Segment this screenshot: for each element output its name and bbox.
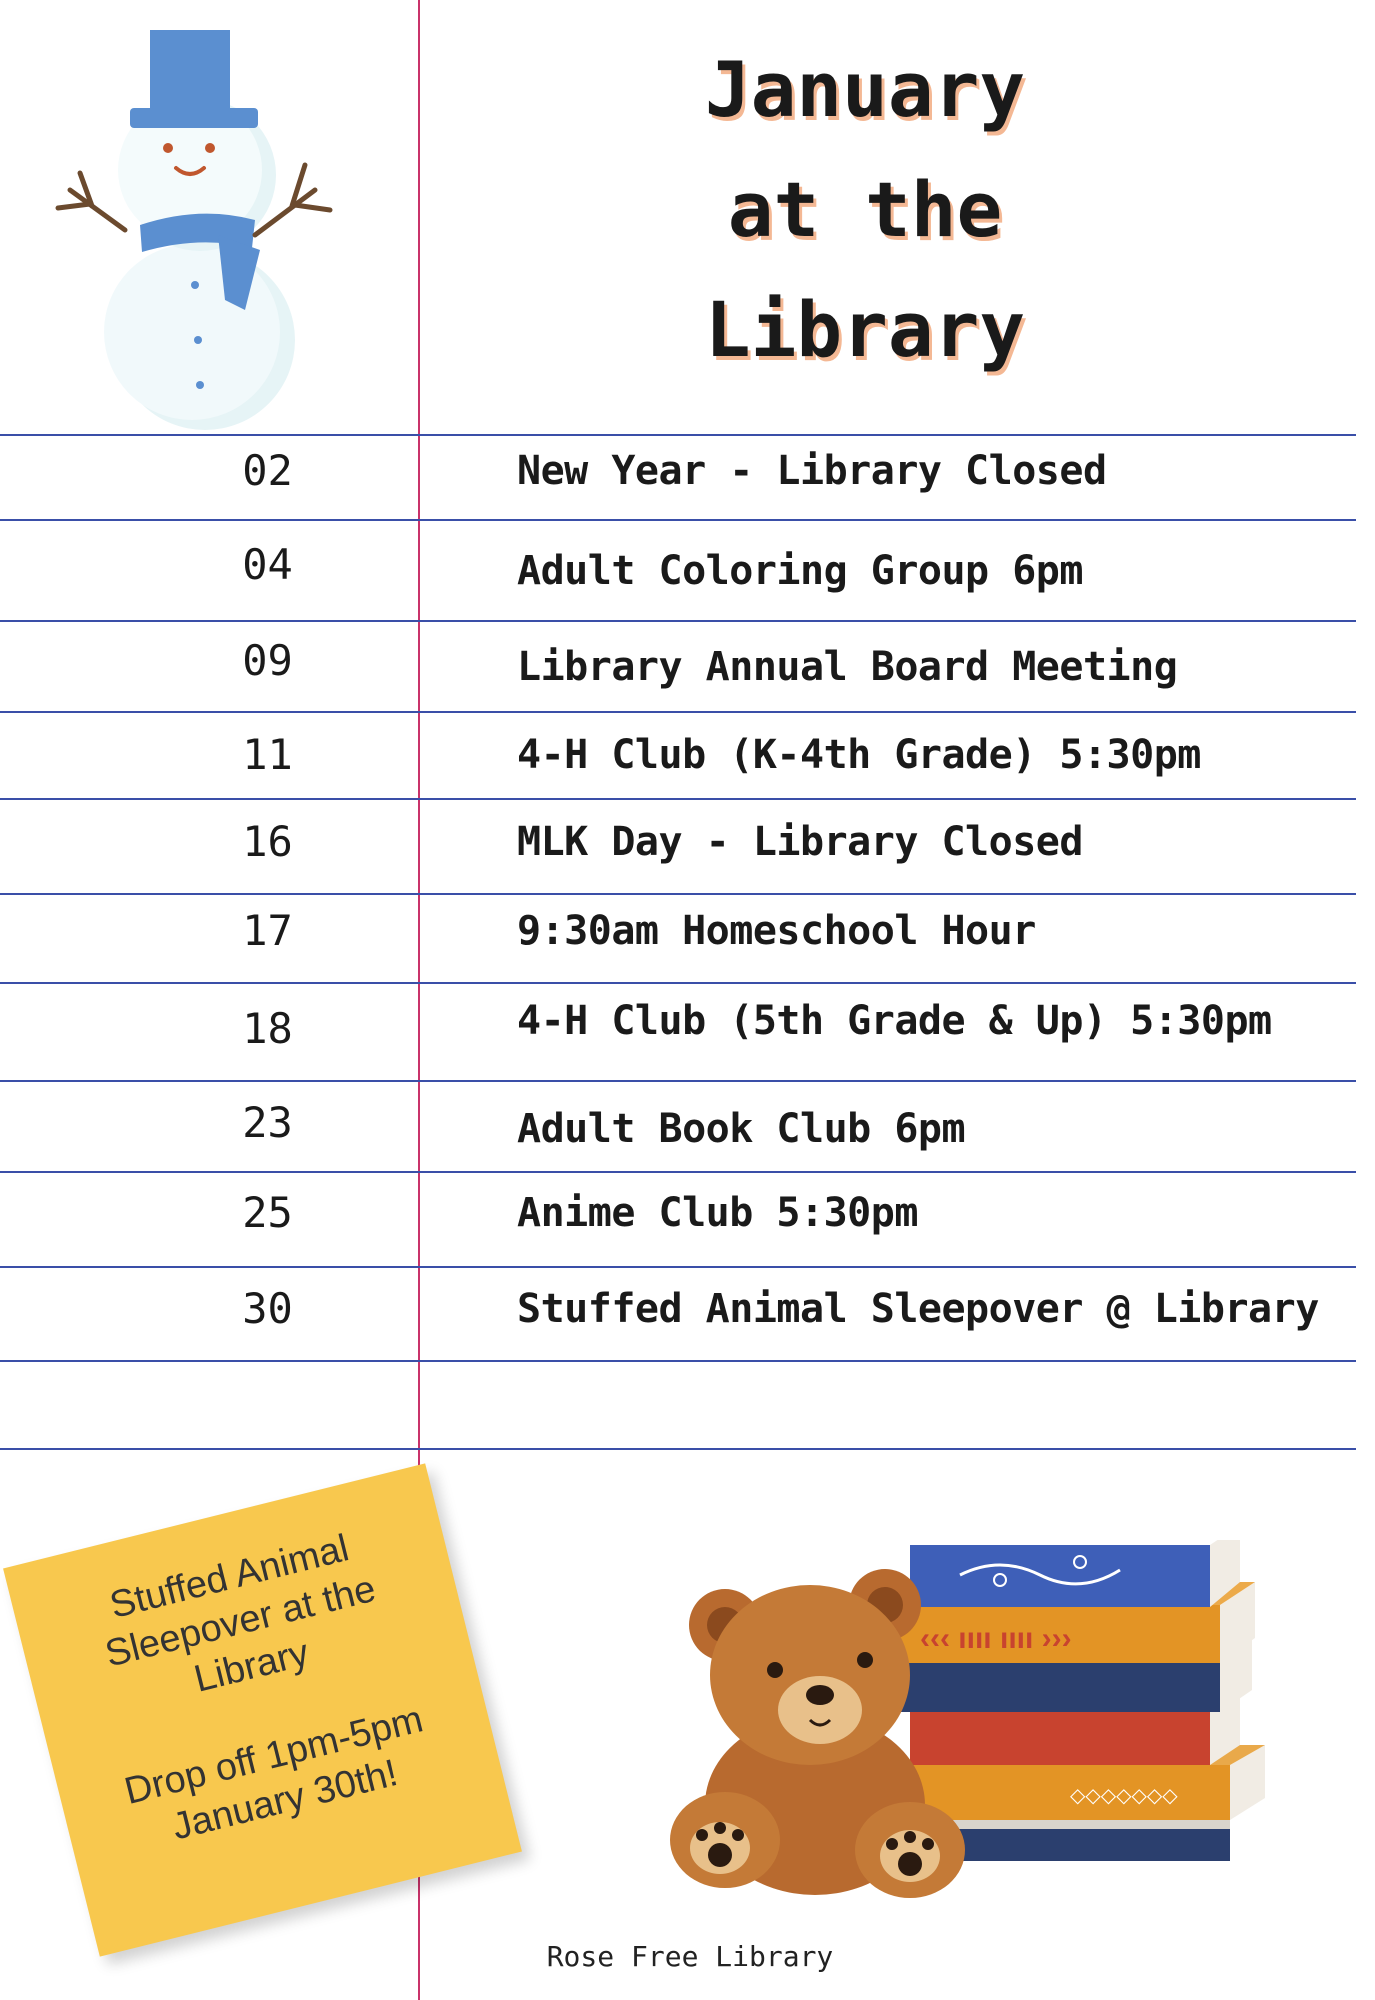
event-label: Adult Book Club 6pm	[517, 1106, 966, 1152]
footer-library-name: Rose Free Library	[546, 1940, 834, 1973]
event-label: 4-H Club (5th Grade & Up) 5:30pm	[517, 998, 1272, 1044]
svg-text:◇◇◇◇◇◇◇: ◇◇◇◇◇◇◇	[1070, 1785, 1178, 1807]
rule-line	[0, 982, 1356, 984]
page-title	[600, 30, 1130, 390]
teddy-bear-icon	[670, 1560, 990, 1900]
sticky-note-dropoff: Drop off 1pm-5pm January 30th!	[120, 1698, 428, 1849]
rule-line	[0, 1080, 1356, 1082]
rule-line	[0, 893, 1356, 895]
event-date: 23	[242, 1098, 293, 1147]
event-date: 02	[242, 446, 293, 495]
sticky-note-event: Stuffed Animal Sleepover at the Library	[101, 1527, 380, 1701]
event-date: 25	[242, 1188, 293, 1237]
event-label: 9:30am Homeschool Hour	[517, 908, 1036, 954]
rule-line	[0, 711, 1356, 713]
rule-line	[0, 798, 1356, 800]
event-date: 30	[242, 1284, 293, 1333]
event-date: 16	[242, 817, 293, 866]
event-date: 09	[242, 636, 293, 685]
event-label: New Year - Library Closed	[517, 448, 1107, 494]
title-line-3: Library	[704, 285, 1026, 374]
event-date: 11	[242, 730, 293, 779]
sticky-note	[3, 1463, 522, 1956]
rule-line	[0, 434, 1356, 436]
rule-line	[0, 1171, 1356, 1173]
title-line-2: at the	[727, 165, 1003, 254]
event-label: Library Annual Board Meeting	[517, 644, 1178, 690]
event-date: 18	[242, 1004, 293, 1053]
event-label: MLK Day - Library Closed	[517, 819, 1083, 865]
svg-text:‹‹‹ ıııı ıııı ›››: ‹‹‹ ıııı ıııı ›››	[920, 1622, 1072, 1655]
snowman-icon	[30, 20, 350, 430]
rule-line	[0, 1448, 1356, 1450]
rule-line	[0, 620, 1356, 622]
event-label: Anime Club 5:30pm	[517, 1190, 918, 1236]
rule-line	[0, 519, 1356, 521]
event-label: Adult Coloring Group 6pm	[517, 548, 1083, 594]
event-date: 17	[242, 906, 293, 955]
title-line-1: January	[704, 45, 1026, 134]
event-label: 4-H Club (K-4th Grade) 5:30pm	[517, 732, 1201, 778]
rule-line	[0, 1266, 1356, 1268]
rule-line	[0, 1360, 1356, 1362]
event-date: 04	[242, 540, 293, 589]
event-label: Stuffed Animal Sleepover @ Library	[517, 1286, 1319, 1332]
